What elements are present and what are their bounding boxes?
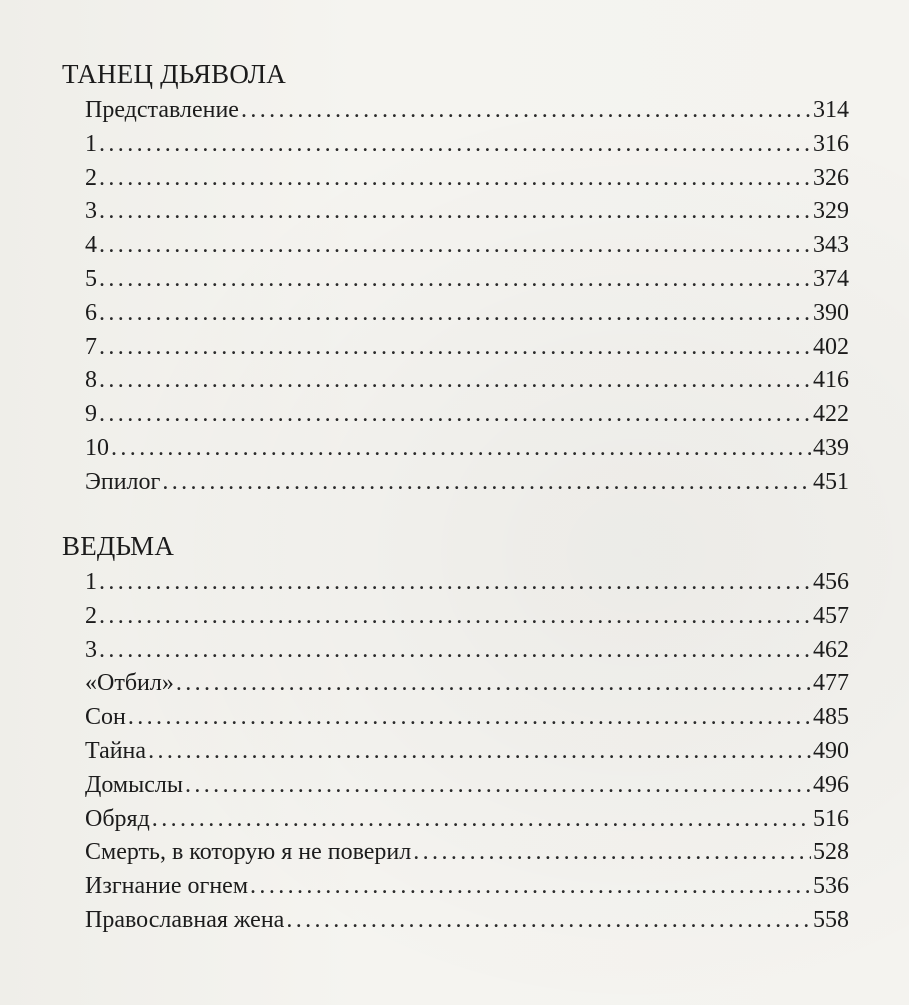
toc-entry-title: Представление [85,97,239,123]
toc-entry-title: Изгнание огнем [85,873,249,900]
toc-entry-page-number: 343 [813,232,849,259]
toc-entry-page-number: 329 [813,198,849,225]
toc-entry-page-number: 485 [813,704,849,731]
dot-leader [99,566,811,600]
toc-entry-title: 3 [85,636,97,663]
toc-entry-title: 2 [85,164,97,191]
toc-entry-title: 9 [85,401,97,428]
toc-entry-page-number: 496 [813,771,849,798]
toc-entry-title: 4 [85,232,97,259]
toc-entry-page-number: 536 [813,873,849,900]
toc-entry-title: 8 [85,367,97,394]
toc-entry [85,398,849,432]
dot-leader [99,398,811,432]
toc-entry-page-number: 316 [813,130,849,157]
dot-leader [111,432,811,466]
dot-leader [162,466,811,500]
toc-entry-page-number: 490 [813,737,849,764]
dot-leader [152,803,811,837]
toc-entry-title: Смерть, в которую я не поверил [85,839,412,866]
toc-entry [85,331,849,365]
dot-leader [413,836,811,870]
toc-entry-title: Тайна [85,737,147,764]
toc-entry-title: 2 [85,602,97,629]
toc-entry [85,904,849,938]
section-title: ВЕДЬМА [62,531,175,561]
dot-leader [99,297,811,331]
toc-entry-title: Эпилог [85,468,161,495]
toc-entry [85,600,849,634]
toc-entry [85,634,849,668]
toc-entry [85,701,849,735]
toc-entry-page-number: 314 [813,97,849,123]
toc-entry-page-number: 422 [813,401,849,428]
toc-entry-title: 10 [85,434,109,461]
toc-entry [85,432,849,466]
toc-entry [85,735,849,769]
toc-entry-title: Домыслы [85,771,183,798]
toc-entry-page-number: 439 [813,434,849,461]
toc-section-tanets-dyavola [62,54,849,500]
dot-leader [99,229,811,263]
toc-entry-title: Православная жена [85,906,285,933]
toc-entries [62,94,849,500]
toc-entry [85,836,849,870]
toc-entry [85,803,849,837]
dot-leader [128,701,811,735]
dot-leader [99,600,811,634]
toc-entry-title: 1 [85,130,97,157]
toc-entry-title: Обряд [85,805,150,832]
dot-leader [99,195,811,229]
toc-entry [85,263,849,297]
toc-entry-title: Сон [85,704,126,731]
toc-entry [85,162,849,196]
dot-leader [99,162,811,196]
toc-entry [85,870,849,904]
toc-entry-page-number: 451 [813,468,849,495]
toc-entry-page-number: 374 [813,265,849,292]
toc-entry-title: 6 [85,299,97,326]
toc-entry [85,364,849,398]
toc-entry-page-number: 416 [813,367,849,394]
toc-entry [85,667,849,701]
toc-entry [85,297,849,331]
toc-entry-title: 7 [85,333,97,360]
toc-entry-page-number: 477 [813,670,849,697]
toc-entry-title: 1 [85,569,97,595]
dot-leader [99,128,811,162]
toc-entry [85,769,849,803]
toc-entry-page-number: 456 [813,569,849,595]
dot-leader [99,364,811,398]
toc-entry [85,566,849,600]
dot-leader [99,634,811,668]
toc-entry-title: «Отбил» [85,670,174,697]
toc-entry [85,466,849,500]
dot-leader [286,904,811,938]
dot-leader [99,263,811,297]
toc-entry-page-number: 528 [813,839,849,866]
toc-entry-page-number: 462 [813,636,849,663]
toc-entry-page-number: 390 [813,299,849,326]
dot-leader [185,769,811,803]
toc-entry-title: 3 [85,198,97,225]
toc-entry-page-number: 516 [813,805,849,832]
dot-leader [241,94,811,128]
dot-leader [148,735,811,769]
toc-entry-page-number: 326 [813,164,849,191]
toc-entry [85,195,849,229]
toc-entry [85,94,849,128]
toc-entry [85,128,849,162]
section-title: ТАНЕЦ ДЬЯВОЛА [62,59,286,89]
toc-entry-page-number: 402 [813,333,849,360]
dot-leader [99,331,811,365]
toc-entry-page-number: 457 [813,602,849,629]
toc-entry [85,229,849,263]
dot-leader [250,870,811,904]
toc-entries [62,566,849,938]
toc-entry-title: 5 [85,265,97,292]
dot-leader [176,667,811,701]
toc-section-vedma [62,526,849,938]
toc-entry-page-number: 558 [813,906,849,933]
